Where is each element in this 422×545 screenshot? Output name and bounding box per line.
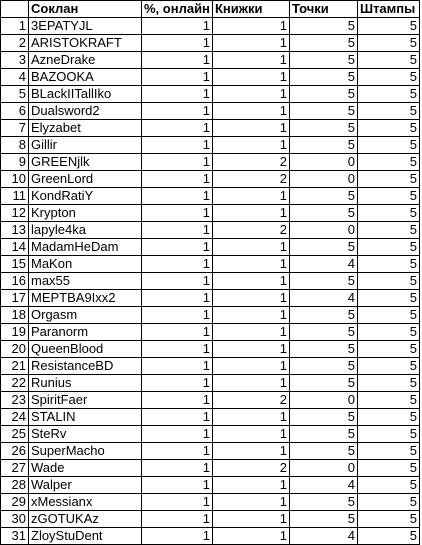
clanmate-name[interactable]: KondRatiY (29, 188, 142, 205)
table-row (1, 426, 420, 443)
row-index[interactable]: 9 (1, 154, 29, 171)
stamps-cell[interactable]: 5 (358, 239, 420, 256)
online-percent-cell[interactable]: 1 (142, 409, 213, 426)
books-cell[interactable]: 2 (213, 460, 290, 477)
books-cell[interactable]: 1 (213, 443, 290, 460)
online-percent-cell[interactable]: 1 (142, 188, 213, 205)
stamps-cell[interactable]: 5 (358, 511, 420, 528)
points-cell[interactable]: 5 (290, 426, 358, 443)
books-cell[interactable]: 1 (213, 256, 290, 273)
stamps-cell[interactable]: 5 (358, 409, 420, 426)
online-percent-cell[interactable]: 1 (142, 375, 213, 392)
clanmate-name[interactable]: ResistanceBD (29, 358, 142, 375)
online-percent-cell[interactable]: 1 (142, 290, 213, 307)
table-row (1, 273, 420, 290)
points-cell[interactable]: 5 (290, 358, 358, 375)
books-cell[interactable]: 1 (213, 205, 290, 222)
row-index[interactable]: 16 (1, 273, 29, 290)
header-row (1, 1, 420, 18)
stamps-cell[interactable]: 5 (358, 375, 420, 392)
online-percent-cell[interactable]: 1 (142, 494, 213, 511)
stamps-cell[interactable]: 5 (358, 52, 420, 69)
stamps-cell[interactable]: 5 (358, 188, 420, 205)
points-cell[interactable]: 5 (290, 494, 358, 511)
points-cell[interactable]: 5 (290, 52, 358, 69)
books-cell[interactable]: 1 (213, 120, 290, 137)
online-percent-cell[interactable]: 1 (142, 358, 213, 375)
row-index[interactable]: 22 (1, 375, 29, 392)
stamps-cell[interactable]: 5 (358, 460, 420, 477)
clanmate-name[interactable]: Dualsword2 (29, 103, 142, 120)
row-index[interactable]: 2 (1, 35, 29, 52)
row-index[interactable]: 8 (1, 137, 29, 154)
points-cell[interactable]: 5 (290, 375, 358, 392)
row-index[interactable]: 12 (1, 205, 29, 222)
books-cell[interactable]: 1 (213, 103, 290, 120)
points-cell[interactable]: 5 (290, 239, 358, 256)
row-index[interactable]: 14 (1, 239, 29, 256)
stamps-cell[interactable]: 5 (358, 222, 420, 239)
clanmate-name[interactable]: GREENjlk (29, 154, 142, 171)
books-cell[interactable]: 2 (213, 154, 290, 171)
stamps-cell[interactable]: 5 (358, 443, 420, 460)
online-percent-cell[interactable]: 1 (142, 205, 213, 222)
points-cell[interactable]: 5 (290, 341, 358, 358)
books-cell[interactable]: 1 (213, 358, 290, 375)
table-row (1, 324, 420, 341)
points-cell[interactable]: 5 (290, 205, 358, 222)
books-cell[interactable]: 1 (213, 341, 290, 358)
table-row (1, 171, 420, 188)
books-cell[interactable]: 1 (213, 35, 290, 52)
stamps-cell[interactable]: 5 (358, 86, 420, 103)
stamps-cell[interactable]: 5 (358, 205, 420, 222)
clanmate-name[interactable]: GreenLord (29, 171, 142, 188)
online-percent-cell[interactable]: 1 (142, 137, 213, 154)
row-index[interactable]: 18 (1, 307, 29, 324)
books-cell[interactable]: 1 (213, 290, 290, 307)
online-percent-cell[interactable]: 1 (142, 307, 213, 324)
stamps-cell[interactable]: 5 (358, 69, 420, 86)
header-clanmate[interactable]: Соклан (29, 1, 142, 18)
points-cell[interactable]: 5 (290, 409, 358, 426)
books-cell[interactable]: 2 (213, 171, 290, 188)
points-cell[interactable]: 5 (290, 18, 358, 35)
books-cell[interactable]: 1 (213, 273, 290, 290)
online-percent-cell[interactable]: 1 (142, 256, 213, 273)
table-row (1, 103, 420, 120)
books-cell[interactable]: 1 (213, 69, 290, 86)
row-index[interactable]: 25 (1, 426, 29, 443)
row-index[interactable]: 10 (1, 171, 29, 188)
row-index[interactable]: 31 (1, 528, 29, 545)
online-percent-cell[interactable]: 1 (142, 528, 213, 545)
row-index[interactable]: 28 (1, 477, 29, 494)
stamps-cell[interactable]: 5 (358, 35, 420, 52)
books-cell[interactable]: 1 (213, 477, 290, 494)
row-index[interactable]: 21 (1, 358, 29, 375)
books-cell[interactable]: 2 (213, 392, 290, 409)
stamps-cell[interactable]: 5 (358, 358, 420, 375)
points-cell[interactable]: 5 (290, 35, 358, 52)
row-index[interactable]: 19 (1, 324, 29, 341)
online-percent-cell[interactable]: 1 (142, 171, 213, 188)
table-row (1, 358, 420, 375)
stamps-cell[interactable]: 5 (358, 120, 420, 137)
books-cell[interactable]: 1 (213, 375, 290, 392)
row-index[interactable]: 4 (1, 69, 29, 86)
books-cell[interactable]: 1 (213, 18, 290, 35)
points-cell[interactable]: 5 (290, 188, 358, 205)
stamps-cell[interactable]: 5 (358, 256, 420, 273)
table-row (1, 511, 420, 528)
header-points[interactable]: Точки (290, 1, 358, 18)
points-cell[interactable]: 4 (290, 528, 358, 545)
table-row (1, 409, 420, 426)
table-row (1, 154, 420, 171)
points-cell[interactable]: 0 (290, 460, 358, 477)
row-index[interactable]: 20 (1, 341, 29, 358)
clanmate-name[interactable]: Orgasm (29, 307, 142, 324)
online-percent-cell[interactable]: 1 (142, 392, 213, 409)
row-index[interactable]: 30 (1, 511, 29, 528)
books-cell[interactable]: 1 (213, 52, 290, 69)
row-index[interactable]: 29 (1, 494, 29, 511)
stamps-cell[interactable]: 5 (358, 494, 420, 511)
header-books[interactable]: Книжки (213, 1, 290, 18)
header-index[interactable] (1, 1, 29, 18)
books-cell[interactable]: 1 (213, 307, 290, 324)
points-cell[interactable]: 0 (290, 154, 358, 171)
row-index[interactable]: 17 (1, 290, 29, 307)
points-cell[interactable]: 5 (290, 324, 358, 341)
points-cell[interactable]: 4 (290, 477, 358, 494)
books-cell[interactable]: 1 (213, 324, 290, 341)
points-cell[interactable]: 5 (290, 443, 358, 460)
table-row (1, 477, 420, 494)
online-percent-cell[interactable]: 1 (142, 239, 213, 256)
points-cell[interactable]: 5 (290, 69, 358, 86)
books-cell[interactable]: 1 (213, 528, 290, 545)
row-index[interactable]: 6 (1, 103, 29, 120)
stamps-cell[interactable]: 5 (358, 426, 420, 443)
points-cell[interactable]: 4 (290, 256, 358, 273)
stamps-cell[interactable]: 5 (358, 18, 420, 35)
clanmate-name[interactable]: AzneDrake (29, 52, 142, 69)
table-row (1, 341, 420, 358)
online-percent-cell[interactable]: 1 (142, 273, 213, 290)
clanmate-name[interactable]: STALIN (29, 409, 142, 426)
stamps-cell[interactable]: 5 (358, 307, 420, 324)
clanmate-name[interactable]: BLackIITallIko (29, 86, 142, 103)
points-cell[interactable]: 0 (290, 171, 358, 188)
row-index[interactable]: 5 (1, 86, 29, 103)
clanmate-name[interactable]: MEPTBA9Ixx2 (29, 290, 142, 307)
books-cell[interactable]: 1 (213, 494, 290, 511)
clanmate-name[interactable]: SpiritFaer (29, 392, 142, 409)
clanmate-name[interactable]: Wade (29, 460, 142, 477)
stamps-cell[interactable]: 5 (358, 324, 420, 341)
stamps-cell[interactable]: 5 (358, 290, 420, 307)
online-percent-cell[interactable]: 1 (142, 324, 213, 341)
table-row (1, 494, 420, 511)
online-percent-cell[interactable]: 1 (142, 443, 213, 460)
points-cell[interactable]: 5 (290, 307, 358, 324)
online-percent-cell[interactable]: 1 (142, 511, 213, 528)
table-row (1, 222, 420, 239)
row-index[interactable]: 24 (1, 409, 29, 426)
table-row (1, 443, 420, 460)
table-row (1, 69, 420, 86)
books-cell[interactable]: 1 (213, 188, 290, 205)
clanmate-name[interactable]: Runius (29, 375, 142, 392)
header-stamps[interactable]: Штампы (358, 1, 420, 18)
row-index[interactable]: 1 (1, 18, 29, 35)
clanmate-name[interactable]: lapyle4ka (29, 222, 142, 239)
online-percent-cell[interactable]: 1 (142, 426, 213, 443)
clanmate-name[interactable]: Gillir (29, 137, 142, 154)
books-cell[interactable]: 1 (213, 239, 290, 256)
online-percent-cell[interactable]: 1 (142, 52, 213, 69)
row-index[interactable]: 23 (1, 392, 29, 409)
clanmate-name[interactable]: ARISTOKRAFT (29, 35, 142, 52)
points-cell[interactable]: 5 (290, 137, 358, 154)
points-cell[interactable]: 5 (290, 273, 358, 290)
clanmate-name[interactable]: 3EPATYJL (29, 18, 142, 35)
online-percent-cell[interactable]: 1 (142, 103, 213, 120)
online-percent-cell[interactable]: 1 (142, 341, 213, 358)
table-row (1, 86, 420, 103)
books-cell[interactable]: 1 (213, 426, 290, 443)
row-index[interactable]: 27 (1, 460, 29, 477)
clanmate-name[interactable]: BAZOOKA (29, 69, 142, 86)
table-row (1, 290, 420, 307)
books-cell[interactable]: 1 (213, 511, 290, 528)
row-index[interactable]: 11 (1, 188, 29, 205)
stamps-cell[interactable]: 5 (358, 103, 420, 120)
clanmate-name[interactable]: MaKon (29, 256, 142, 273)
table-row (1, 256, 420, 273)
stamps-cell[interactable]: 5 (358, 171, 420, 188)
table-row (1, 188, 420, 205)
clanmate-name[interactable]: Walper (29, 477, 142, 494)
table-row (1, 307, 420, 324)
online-percent-cell[interactable]: 1 (142, 18, 213, 35)
books-cell[interactable]: 1 (213, 86, 290, 103)
clanmate-name[interactable]: SteRv (29, 426, 142, 443)
row-index[interactable]: 7 (1, 120, 29, 137)
points-cell[interactable]: 0 (290, 222, 358, 239)
points-cell[interactable]: 4 (290, 290, 358, 307)
stamps-cell[interactable]: 5 (358, 154, 420, 171)
clanmate-name[interactable]: Krypton (29, 205, 142, 222)
table-row (1, 375, 420, 392)
table-row (1, 137, 420, 154)
table-row (1, 35, 420, 52)
points-cell[interactable]: 5 (290, 103, 358, 120)
stamps-cell[interactable]: 5 (358, 273, 420, 290)
online-percent-cell[interactable]: 1 (142, 222, 213, 239)
online-percent-cell[interactable]: 1 (142, 477, 213, 494)
points-cell[interactable]: 5 (290, 511, 358, 528)
clanmate-name[interactable]: Elyzabet (29, 120, 142, 137)
stamps-cell[interactable]: 5 (358, 341, 420, 358)
clanmate-name[interactable]: max55 (29, 273, 142, 290)
online-percent-cell[interactable]: 1 (142, 35, 213, 52)
clanmate-name[interactable]: zGOTUKAz (29, 511, 142, 528)
table-row (1, 18, 420, 35)
header-online-percent[interactable]: %, онлайн (142, 1, 213, 18)
online-percent-cell[interactable]: 1 (142, 120, 213, 137)
stamps-cell[interactable]: 5 (358, 137, 420, 154)
stamps-cell[interactable]: 5 (358, 392, 420, 409)
table-row (1, 392, 420, 409)
row-index[interactable]: 3 (1, 52, 29, 69)
row-index[interactable]: 13 (1, 222, 29, 239)
table-row (1, 460, 420, 477)
books-cell[interactable]: 2 (213, 222, 290, 239)
table-row (1, 120, 420, 137)
clanmate-name[interactable]: MadamHeDam (29, 239, 142, 256)
clanmate-name[interactable]: ZloyStuDent (29, 528, 142, 545)
books-cell[interactable]: 1 (213, 409, 290, 426)
row-index[interactable]: 26 (1, 443, 29, 460)
clanmate-name[interactable]: Paranorm (29, 324, 142, 341)
table-row (1, 528, 420, 545)
table-row (1, 52, 420, 69)
online-percent-cell[interactable]: 1 (142, 69, 213, 86)
points-cell[interactable]: 0 (290, 392, 358, 409)
points-cell[interactable]: 5 (290, 120, 358, 137)
clanmate-name[interactable]: QueenBlood (29, 341, 142, 358)
clanmate-name[interactable]: SuperMacho (29, 443, 142, 460)
stamps-cell[interactable]: 5 (358, 477, 420, 494)
row-index[interactable]: 15 (1, 256, 29, 273)
table-row (1, 205, 420, 222)
online-percent-cell[interactable]: 1 (142, 460, 213, 477)
books-cell[interactable]: 1 (213, 137, 290, 154)
stamps-cell[interactable]: 5 (358, 528, 420, 545)
online-percent-cell[interactable]: 1 (142, 154, 213, 171)
table-row (1, 239, 420, 256)
clanmate-name[interactable]: xMessianx (29, 494, 142, 511)
points-cell[interactable]: 5 (290, 86, 358, 103)
online-percent-cell[interactable]: 1 (142, 86, 213, 103)
